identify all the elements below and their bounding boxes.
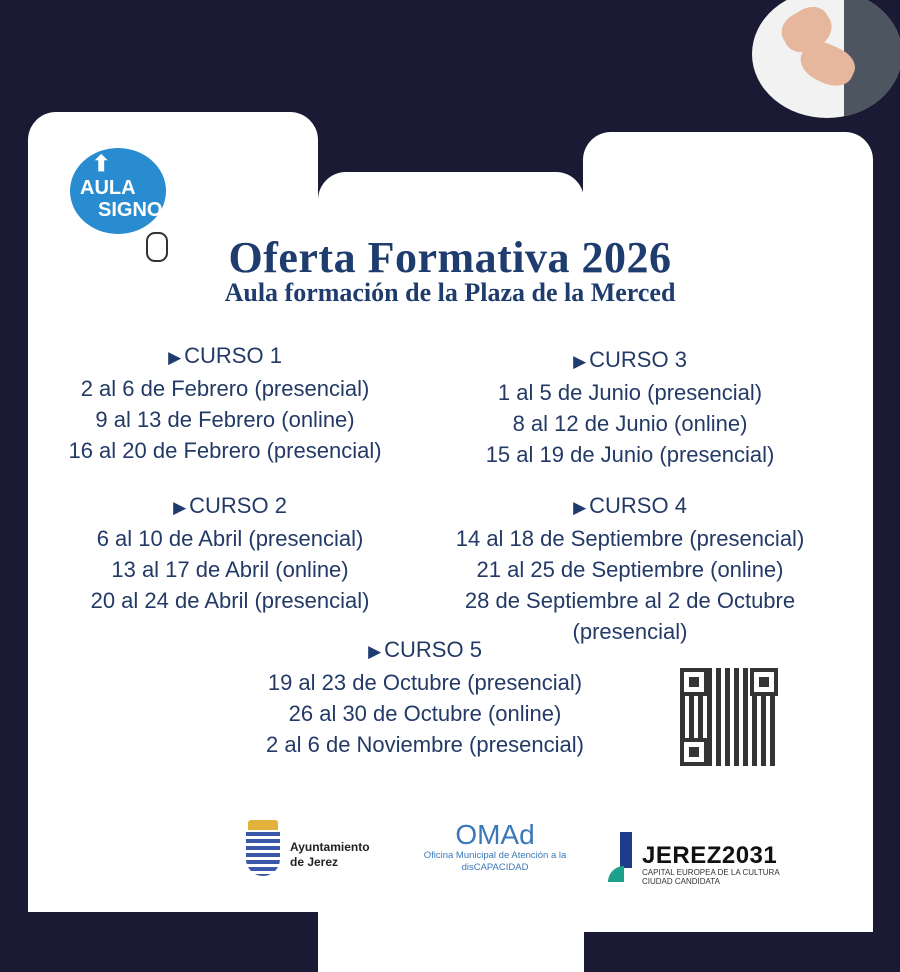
crown-icon	[248, 820, 278, 830]
course-4: ▶ CURSO 4 14 al 18 de Septiembre (presencial) 21 al 25 de Septiembre (online) 28 de Septiembre al 2 de Octubre (presencial)	[455, 493, 805, 644]
shield-icon	[246, 832, 280, 876]
omad-logo: OMAd Oficina Municipal de Atención a la disCAPACIDAD	[423, 819, 567, 873]
arrow-up-icon: ⬆	[92, 151, 111, 176]
course-1: ▶ CURSO 1 2 al 6 de Febrero (presencial) 9 al 13 de Febrero (online) 16 al 20 de Febrero (presencial)	[68, 343, 382, 463]
course-2: ▶ CURSO 2 6 al 10 de Abril (presencial) 13 al 17 de Abril (online) 20 al 24 de Abril (presencial)	[90, 493, 370, 613]
play-triangle-icon: ▶	[573, 498, 587, 517]
page-title: Oferta Formativa 2026	[228, 233, 672, 282]
qr-code[interactable]	[680, 668, 778, 766]
aula-signo-logo: ⬆ AULA SIGNO	[70, 148, 166, 234]
course-3: ▶ CURSO 3 1 al 5 de Junio (presencial) 8 al 12 de Junio (online) 15 al 19 de Junio (presencial)	[485, 347, 775, 467]
play-triangle-icon: ▶	[168, 348, 182, 367]
page-subtitle: Aula formación de la Plaza de la Merced	[224, 278, 676, 307]
sign-language-photo	[752, 0, 900, 118]
play-triangle-icon: ▶	[368, 642, 382, 661]
play-triangle-icon: ▶	[173, 498, 187, 517]
course-5: ▶ CURSO 5 19 al 23 de Octubre (presencial) 26 al 30 de Octubre (online) 2 al 6 de Noviembre (presencial)	[266, 637, 584, 757]
play-triangle-icon: ▶	[573, 352, 587, 371]
